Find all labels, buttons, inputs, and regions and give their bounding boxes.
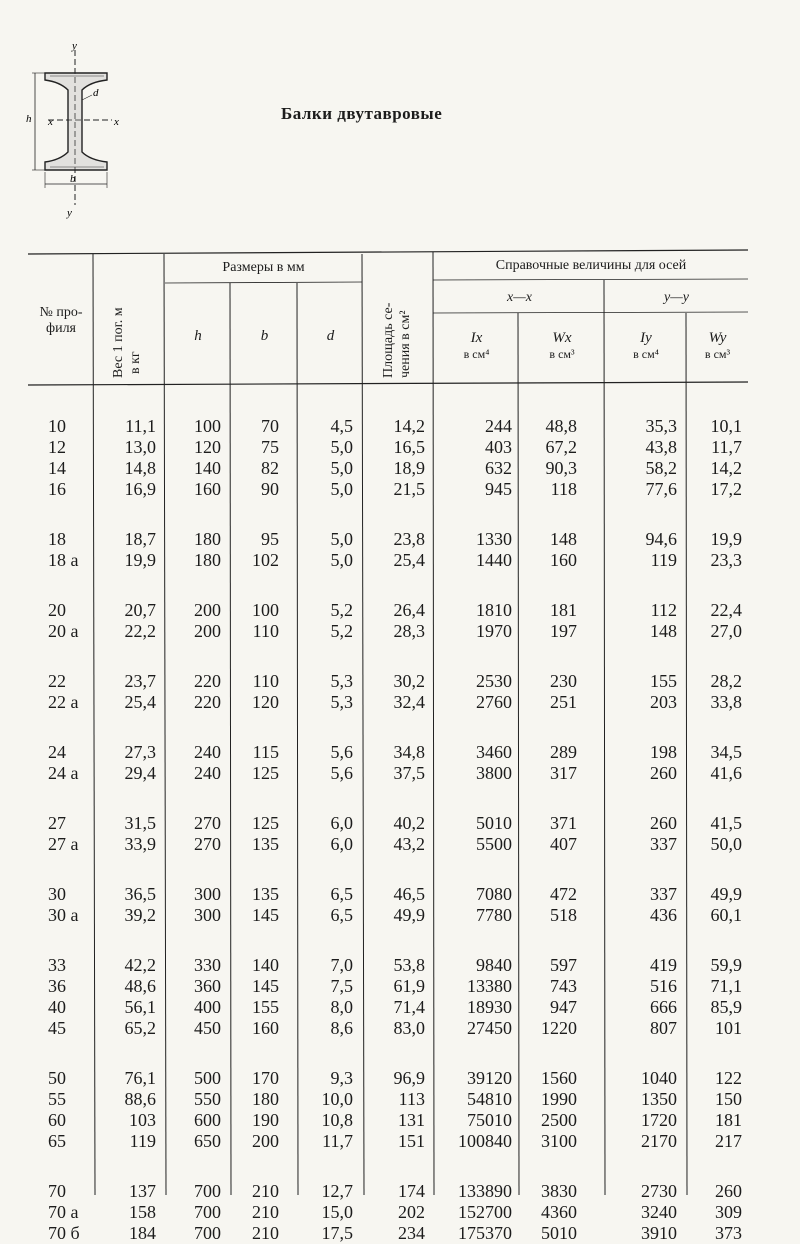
value-cell: 145 <box>252 905 279 925</box>
value-cell: 197 <box>550 621 577 641</box>
value-cell: 82 <box>261 458 279 478</box>
value-cell: 181 <box>715 1110 742 1130</box>
value-cell: 19,9 <box>124 550 156 570</box>
value-cell: 95 <box>261 529 279 549</box>
value-cell: 9840 <box>476 955 512 975</box>
value-cell: 240 <box>194 742 221 762</box>
value-cell: 407 <box>550 834 577 854</box>
value-cell: 135 <box>252 884 279 904</box>
profile-cell: 16 <box>48 479 66 499</box>
value-cell: 337 <box>650 834 677 854</box>
profile-cell: 24 а <box>48 763 79 783</box>
value-cell: 102 <box>252 550 279 570</box>
header-d: d <box>326 328 335 344</box>
value-cell: 22,2 <box>124 621 156 641</box>
value-cell: 2530 <box>476 671 512 691</box>
value-cell: 101 <box>715 1018 742 1038</box>
value-cell: 373 <box>715 1223 742 1243</box>
value-cell: 20,7 <box>124 600 156 620</box>
value-cell: 8,0 <box>330 997 353 1017</box>
value-cell: 160 <box>194 479 221 499</box>
value-cell: 5,0 <box>330 437 353 457</box>
header-wy: Wy в см³ <box>704 330 731 361</box>
value-cell: 119 <box>650 550 677 570</box>
value-cell: 40,2 <box>393 813 425 833</box>
value-cell: 5,6 <box>330 763 353 783</box>
value-cell: 5,3 <box>330 692 353 712</box>
value-cell: 160 <box>252 1018 279 1038</box>
value-cell: 90,3 <box>545 458 577 478</box>
value-cell: 75010 <box>467 1110 512 1130</box>
value-cell: 1350 <box>641 1089 677 1109</box>
value-cell: 210 <box>252 1223 279 1243</box>
value-cell: 632 <box>485 458 512 478</box>
value-cell: 88,6 <box>124 1089 156 1109</box>
profile-cell: 70 б <box>48 1223 80 1243</box>
value-cell: 43,8 <box>645 437 677 457</box>
value-cell: 17,5 <box>321 1223 353 1243</box>
value-cell: 181 <box>550 600 577 620</box>
value-cell: 419 <box>650 955 677 975</box>
diagram-label-d: d <box>93 87 99 99</box>
value-cell: 133890 <box>458 1181 512 1201</box>
value-cell: 155 <box>650 671 677 691</box>
value-cell: 2760 <box>476 692 512 712</box>
value-cell: 131 <box>398 1110 425 1130</box>
diagram-label-x-left: x <box>48 116 53 128</box>
value-cell: 94,6 <box>645 529 677 549</box>
value-cell: 125 <box>252 763 279 783</box>
value-cell: 48,6 <box>124 976 156 996</box>
value-cell: 151 <box>398 1131 425 1151</box>
value-cell: 25,4 <box>393 550 425 570</box>
value-cell: 29,4 <box>124 763 156 783</box>
value-cell: 15,0 <box>321 1202 353 1222</box>
value-cell: 115 <box>252 742 279 762</box>
value-cell: 300 <box>194 884 221 904</box>
profile-cell: 24 <box>48 742 66 762</box>
value-cell: 309 <box>715 1202 742 1222</box>
profile-cell: 22 а <box>48 692 79 712</box>
value-cell: 140 <box>252 955 279 975</box>
value-cell: 160 <box>550 550 577 570</box>
header-axis-xx: x—x <box>507 290 532 305</box>
value-cell: 103 <box>129 1110 156 1130</box>
header-iy: Iy в см⁴ <box>633 330 659 361</box>
value-cell: 39120 <box>467 1068 512 1088</box>
header-weight: Вес 1 пог. м в кг <box>111 307 143 378</box>
value-cell: 14,8 <box>124 458 156 478</box>
value-cell: 22,4 <box>710 600 742 620</box>
profile-cell: 18 а <box>48 550 79 570</box>
value-cell: 46,5 <box>393 884 425 904</box>
value-cell: 100 <box>252 600 279 620</box>
value-cell: 597 <box>550 955 577 975</box>
value-cell: 5,0 <box>330 479 353 499</box>
value-cell: 122 <box>715 1068 742 1088</box>
value-cell: 217 <box>715 1131 742 1151</box>
value-cell: 700 <box>194 1223 221 1243</box>
value-cell: 36,5 <box>124 884 156 904</box>
value-cell: 200 <box>194 621 221 641</box>
value-cell: 436 <box>650 905 677 925</box>
value-cell: 110 <box>252 621 279 641</box>
diagram-label-x-right: x <box>114 116 119 128</box>
profile-cell: 65 <box>48 1131 66 1151</box>
value-cell: 210 <box>252 1181 279 1201</box>
value-cell: 77,6 <box>645 479 677 499</box>
value-cell: 96,9 <box>393 1068 425 1088</box>
value-cell: 260 <box>650 813 677 833</box>
value-cell: 3460 <box>476 742 512 762</box>
value-cell: 317 <box>550 763 577 783</box>
value-cell: 18,9 <box>393 458 425 478</box>
value-cell: 371 <box>550 813 577 833</box>
value-cell: 1220 <box>541 1018 577 1038</box>
value-cell: 125 <box>252 813 279 833</box>
value-cell: 210 <box>252 1202 279 1222</box>
value-cell: 6,5 <box>330 905 353 925</box>
value-cell: 807 <box>650 1018 677 1038</box>
value-cell: 5,0 <box>330 550 353 570</box>
value-cell: 175370 <box>458 1223 512 1243</box>
value-cell: 7,5 <box>330 976 353 996</box>
value-cell: 3830 <box>541 1181 577 1201</box>
value-cell: 5,6 <box>330 742 353 762</box>
value-cell: 23,3 <box>710 550 742 570</box>
value-cell: 120 <box>252 692 279 712</box>
value-cell: 70 <box>261 416 279 436</box>
value-cell: 700 <box>194 1202 221 1222</box>
value-cell: 49,9 <box>393 905 425 925</box>
value-cell: 650 <box>194 1131 221 1151</box>
value-cell: 155 <box>252 997 279 1017</box>
value-cell: 6,5 <box>330 884 353 904</box>
value-cell: 240 <box>194 763 221 783</box>
value-cell: 180 <box>252 1089 279 1109</box>
value-cell: 23,8 <box>393 529 425 549</box>
value-cell: 1720 <box>641 1110 677 1130</box>
value-cell: 65,2 <box>124 1018 156 1038</box>
value-cell: 58,2 <box>645 458 677 478</box>
diagram-label-h: h <box>26 113 32 125</box>
value-cell: 1970 <box>476 621 512 641</box>
header-b: b <box>260 328 269 344</box>
value-cell: 9,3 <box>330 1068 353 1088</box>
value-cell: 10,1 <box>710 416 742 436</box>
value-cell: 33,9 <box>124 834 156 854</box>
value-cell: 5500 <box>476 834 512 854</box>
value-cell: 34,5 <box>710 742 742 762</box>
value-cell: 12,7 <box>321 1181 353 1201</box>
profile-cell: 14 <box>48 458 66 478</box>
value-cell: 8,6 <box>330 1018 353 1038</box>
value-cell: 203 <box>650 692 677 712</box>
diagram-label-y-bottom: y <box>67 207 72 219</box>
value-cell: 244 <box>485 416 512 436</box>
value-cell: 30,2 <box>393 671 425 691</box>
value-cell: 53,8 <box>393 955 425 975</box>
value-cell: 666 <box>650 997 677 1017</box>
value-cell: 100840 <box>458 1131 512 1151</box>
profile-cell: 60 <box>48 1110 66 1130</box>
value-cell: 26,4 <box>393 600 425 620</box>
profile-cell: 36 <box>48 976 66 996</box>
value-cell: 75 <box>261 437 279 457</box>
value-cell: 945 <box>485 479 512 499</box>
profile-cell: 27 <box>48 813 66 833</box>
profile-cell: 70 а <box>48 1202 79 1222</box>
value-cell: 48,8 <box>545 416 577 436</box>
value-cell: 330 <box>194 955 221 975</box>
value-cell: 202 <box>398 1202 425 1222</box>
header-area: Площадь се- чения в см² <box>381 302 413 378</box>
value-cell: 110 <box>252 671 279 691</box>
profile-cell: 27 а <box>48 834 79 854</box>
value-cell: 5,3 <box>330 671 353 691</box>
value-cell: 550 <box>194 1089 221 1109</box>
value-cell: 3800 <box>476 763 512 783</box>
value-cell: 1810 <box>476 600 512 620</box>
value-cell: 11,1 <box>125 416 156 436</box>
value-cell: 500 <box>194 1068 221 1088</box>
value-cell: 3100 <box>541 1131 577 1151</box>
value-cell: 11,7 <box>711 437 742 457</box>
value-cell: 6,0 <box>330 813 353 833</box>
value-cell: 947 <box>550 997 577 1017</box>
value-cell: 2500 <box>541 1110 577 1130</box>
value-cell: 83,0 <box>393 1018 425 1038</box>
value-cell: 5,0 <box>330 458 353 478</box>
value-cell: 518 <box>550 905 577 925</box>
value-cell: 1560 <box>541 1068 577 1088</box>
value-cell: 190 <box>252 1110 279 1130</box>
value-cell: 148 <box>550 529 577 549</box>
value-cell: 5,2 <box>330 621 353 641</box>
value-cell: 1330 <box>476 529 512 549</box>
value-cell: 220 <box>194 671 221 691</box>
value-cell: 32,4 <box>393 692 425 712</box>
value-cell: 27,3 <box>124 742 156 762</box>
value-cell: 198 <box>650 742 677 762</box>
value-cell: 50,0 <box>710 834 742 854</box>
value-cell: 7080 <box>476 884 512 904</box>
value-cell: 56,1 <box>124 997 156 1017</box>
value-cell: 27,0 <box>710 621 742 641</box>
value-cell: 5010 <box>476 813 512 833</box>
value-cell: 37,5 <box>393 763 425 783</box>
value-cell: 13,0 <box>124 437 156 457</box>
value-cell: 472 <box>550 884 577 904</box>
value-cell: 41,5 <box>710 813 742 833</box>
value-cell: 71,1 <box>710 976 742 996</box>
value-cell: 113 <box>398 1089 425 1109</box>
value-cell: 90 <box>261 479 279 499</box>
value-cell: 145 <box>252 976 279 996</box>
diagram-label-y-top: y <box>72 40 77 52</box>
value-cell: 260 <box>650 763 677 783</box>
value-cell: 1040 <box>641 1068 677 1088</box>
value-cell: 450 <box>194 1018 221 1038</box>
value-cell: 230 <box>550 671 577 691</box>
value-cell: 39,2 <box>124 905 156 925</box>
header-dims-title: Размеры в мм <box>222 260 305 275</box>
profile-cell: 20 <box>48 600 66 620</box>
value-cell: 337 <box>650 884 677 904</box>
value-cell: 300 <box>194 905 221 925</box>
profile-cell: 20 а <box>48 621 79 641</box>
value-cell: 33,8 <box>710 692 742 712</box>
value-cell: 21,5 <box>393 479 425 499</box>
value-cell: 71,4 <box>393 997 425 1017</box>
value-cell: 7780 <box>476 905 512 925</box>
value-cell: 220 <box>194 692 221 712</box>
value-cell: 260 <box>715 1181 742 1201</box>
value-cell: 118 <box>550 479 577 499</box>
value-cell: 180 <box>194 529 221 549</box>
value-cell: 200 <box>252 1131 279 1151</box>
value-cell: 403 <box>485 437 512 457</box>
value-cell: 200 <box>194 600 221 620</box>
value-cell: 67,2 <box>545 437 577 457</box>
page-title: Балки двутавровые <box>281 104 443 123</box>
profile-cell: 40 <box>48 997 66 1017</box>
value-cell: 3910 <box>641 1223 677 1243</box>
header-wx: Wx в см³ <box>549 330 575 361</box>
value-cell: 85,9 <box>710 997 742 1017</box>
value-cell: 10,8 <box>321 1110 353 1130</box>
value-cell: 158 <box>129 1202 156 1222</box>
value-cell: 100 <box>194 416 221 436</box>
value-cell: 10,0 <box>321 1089 353 1109</box>
value-cell: 17,2 <box>710 479 742 499</box>
header-axis-yy: y—y <box>664 290 689 305</box>
value-cell: 59,9 <box>710 955 742 975</box>
value-cell: 140 <box>194 458 221 478</box>
value-cell: 14,2 <box>710 458 742 478</box>
value-cell: 289 <box>550 742 577 762</box>
profile-cell: 12 <box>48 437 66 457</box>
value-cell: 16,9 <box>124 479 156 499</box>
value-cell: 6,0 <box>330 834 353 854</box>
diagram-label-b: b <box>70 173 76 185</box>
profile-cell: 30 а <box>48 905 79 925</box>
value-cell: 41,6 <box>710 763 742 783</box>
value-cell: 516 <box>650 976 677 996</box>
header-h: h <box>194 328 202 344</box>
value-cell: 7,0 <box>330 955 353 975</box>
value-cell: 43,2 <box>393 834 425 854</box>
header-ref-title: Справочные величины для осей <box>495 258 687 273</box>
value-cell: 76,1 <box>124 1068 156 1088</box>
value-cell: 1990 <box>541 1089 577 1109</box>
header-ix: Ix в см⁴ <box>463 330 490 361</box>
value-cell: 135 <box>252 834 279 854</box>
value-cell: 600 <box>194 1110 221 1130</box>
profile-cell: 55 <box>48 1089 66 1109</box>
value-cell: 60,1 <box>710 905 742 925</box>
value-cell: 5010 <box>541 1223 577 1243</box>
value-cell: 19,9 <box>710 529 742 549</box>
value-cell: 148 <box>650 621 677 641</box>
value-cell: 150 <box>715 1089 742 1109</box>
value-cell: 2170 <box>641 1131 677 1151</box>
value-cell: 184 <box>129 1223 156 1243</box>
value-cell: 28,3 <box>393 621 425 641</box>
value-cell: 270 <box>194 834 221 854</box>
value-cell: 5,0 <box>330 529 353 549</box>
value-cell: 18,7 <box>124 529 156 549</box>
value-cell: 34,8 <box>393 742 425 762</box>
value-cell: 4,5 <box>330 416 353 436</box>
value-cell: 42,2 <box>124 955 156 975</box>
value-cell: 270 <box>194 813 221 833</box>
value-cell: 14,2 <box>393 416 425 436</box>
profile-cell: 22 <box>48 671 66 691</box>
value-cell: 120 <box>194 437 221 457</box>
value-cell: 49,9 <box>710 884 742 904</box>
value-cell: 137 <box>129 1181 156 1201</box>
value-cell: 61,9 <box>393 976 425 996</box>
value-cell: 119 <box>129 1131 156 1151</box>
value-cell: 54810 <box>467 1089 512 1109</box>
value-cell: 23,7 <box>124 671 156 691</box>
profile-cell: 30 <box>48 884 66 904</box>
value-cell: 3240 <box>641 1202 677 1222</box>
profile-cell: 45 <box>48 1018 66 1038</box>
value-cell: 25,4 <box>124 692 156 712</box>
value-cell: 152700 <box>458 1202 512 1222</box>
value-cell: 35,3 <box>645 416 677 436</box>
value-cell: 360 <box>194 976 221 996</box>
profile-cell: 50 <box>48 1068 66 1088</box>
value-cell: 700 <box>194 1181 221 1201</box>
value-cell: 18930 <box>467 997 512 1017</box>
value-cell: 180 <box>194 550 221 570</box>
value-cell: 2730 <box>641 1181 677 1201</box>
value-cell: 5,2 <box>330 600 353 620</box>
value-cell: 251 <box>550 692 577 712</box>
value-cell: 4360 <box>541 1202 577 1222</box>
header-profile: № про- филя <box>39 305 83 336</box>
value-cell: 1440 <box>476 550 512 570</box>
value-cell: 112 <box>650 600 677 620</box>
value-cell: 400 <box>194 997 221 1017</box>
profile-cell: 10 <box>48 416 66 436</box>
value-cell: 28,2 <box>710 671 742 691</box>
value-cell: 13380 <box>467 976 512 996</box>
value-cell: 174 <box>398 1181 425 1201</box>
profile-cell: 70 <box>48 1181 66 1201</box>
value-cell: 16,5 <box>393 437 425 457</box>
value-cell: 27450 <box>467 1018 512 1038</box>
profile-cell: 18 <box>48 529 66 549</box>
value-cell: 11,7 <box>322 1131 353 1151</box>
profile-cell: 33 <box>48 955 66 975</box>
value-cell: 31,5 <box>124 813 156 833</box>
value-cell: 743 <box>550 976 577 996</box>
value-cell: 234 <box>398 1223 425 1243</box>
value-cell: 170 <box>252 1068 279 1088</box>
